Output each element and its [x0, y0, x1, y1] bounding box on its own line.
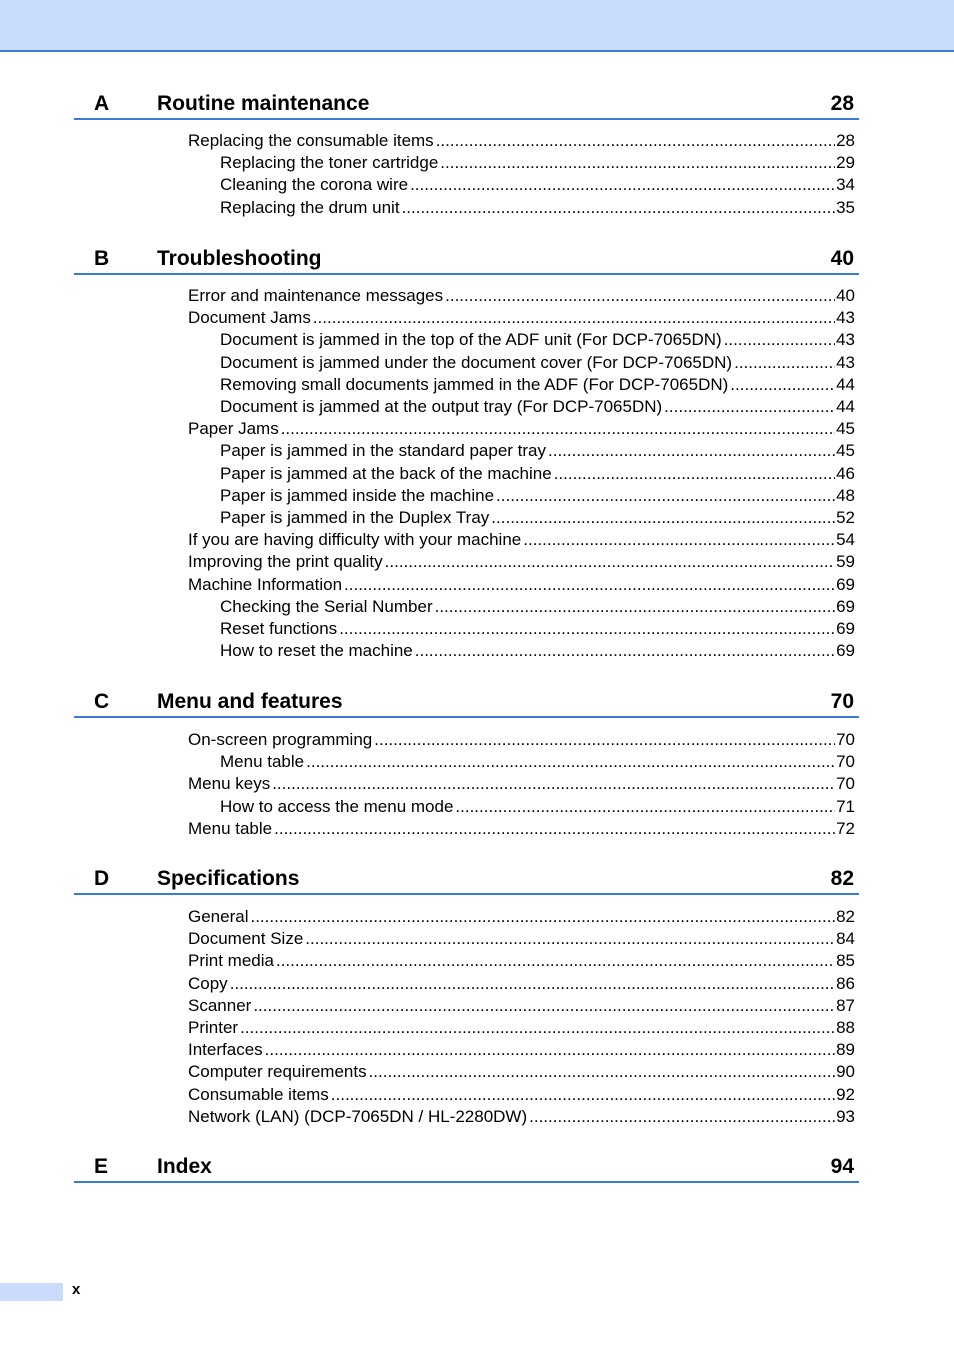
toc-entry[interactable] — [188, 950, 855, 972]
entry-title: Interfaces — [188, 1040, 263, 1059]
section-letter: E — [94, 1155, 109, 1178]
entry-page: 46 — [836, 464, 855, 483]
entry-title: If you are having difficulty with your machine — [188, 530, 522, 549]
entry-title: Network (LAN) (DCP-7065DN / HL-2280DW) — [188, 1107, 528, 1126]
dot-leader — [250, 906, 835, 928]
toc-entry[interactable] — [220, 485, 855, 507]
entry-title: Printer — [188, 1018, 239, 1037]
toc-entry[interactable] — [188, 928, 855, 950]
section-heading — [74, 90, 859, 120]
entry-page: 54 — [836, 530, 855, 549]
toc-entry[interactable] — [188, 285, 855, 307]
toc-entry[interactable] — [188, 307, 855, 329]
dot-leader — [240, 1017, 835, 1039]
entry-page: 89 — [836, 1040, 855, 1059]
entry-page: 71 — [836, 797, 855, 816]
entry-title: Menu keys — [188, 774, 271, 793]
entry-page: 29 — [836, 153, 855, 172]
toc-entry[interactable] — [220, 152, 855, 174]
section-letter: C — [94, 690, 110, 713]
dot-leader — [385, 551, 835, 573]
entry-title: Reset functions — [220, 619, 338, 638]
dot-leader — [435, 596, 835, 618]
toc-entry[interactable] — [220, 796, 855, 818]
toc-entry[interactable] — [188, 1061, 855, 1083]
dot-leader — [313, 307, 835, 329]
dot-leader — [724, 329, 835, 351]
toc-entry[interactable] — [220, 374, 855, 396]
entry-page: 45 — [836, 419, 855, 438]
toc-entry[interactable] — [188, 729, 855, 751]
dot-leader — [339, 618, 835, 640]
section-heading — [74, 865, 859, 895]
entry-title: Replacing the consumable items — [188, 131, 434, 150]
entry-page: 43 — [836, 353, 855, 372]
dot-leader — [274, 818, 835, 840]
section-page: 28 — [830, 92, 854, 115]
entry-page: 92 — [836, 1085, 855, 1104]
dot-leader — [664, 396, 835, 418]
toc-entry[interactable] — [188, 418, 855, 440]
entry-page: 35 — [836, 198, 855, 217]
dot-leader — [415, 640, 835, 662]
toc-entry[interactable] — [188, 1106, 855, 1128]
entry-title: Menu table — [188, 819, 273, 838]
dot-leader — [436, 130, 835, 152]
toc-entry[interactable] — [188, 973, 855, 995]
section-heading — [74, 1153, 859, 1183]
entry-title: Document is jammed at the output tray (For DCP-7065DN) — [220, 397, 663, 416]
entry-page: 69 — [836, 575, 855, 594]
section-page: 82 — [830, 867, 854, 890]
entry-page: 90 — [836, 1062, 855, 1081]
toc-entry[interactable] — [220, 618, 855, 640]
entry-title: Paper is jammed in the Duplex Tray — [220, 508, 490, 527]
toc-entry[interactable] — [220, 352, 855, 374]
footer-band — [0, 1283, 63, 1301]
entry-page: 28 — [836, 131, 855, 150]
entry-title: Cleaning the corona wire — [220, 175, 409, 194]
entry-page: 40 — [836, 286, 855, 305]
entry-title: Consumable items — [188, 1085, 329, 1104]
entry-title: Document Size — [188, 929, 304, 948]
section-page: 40 — [830, 247, 854, 270]
section-title: Troubleshooting — [157, 247, 322, 270]
dot-leader — [529, 1106, 835, 1128]
dot-leader — [496, 485, 835, 507]
toc-entry[interactable] — [220, 440, 855, 462]
page-number: x — [72, 1281, 81, 1298]
dot-leader — [265, 1039, 835, 1061]
section-heading — [74, 245, 859, 275]
toc-entry[interactable] — [188, 995, 855, 1017]
toc-entry[interactable] — [188, 906, 855, 928]
dot-leader — [440, 152, 835, 174]
dot-leader — [253, 995, 835, 1017]
toc-entry[interactable] — [188, 130, 855, 152]
section-letter: B — [94, 247, 110, 270]
entry-page: 48 — [836, 486, 855, 505]
entry-title: Paper Jams — [188, 419, 279, 438]
toc-entry[interactable] — [220, 329, 855, 351]
entry-title: Replacing the toner cartridge — [220, 153, 439, 172]
entry-page: 43 — [836, 330, 855, 349]
toc-entry[interactable] — [188, 529, 855, 551]
entry-title: Document is jammed under the document cover (For DCP-7065DN) — [220, 353, 733, 372]
toc-entry[interactable] — [188, 773, 855, 795]
entry-page: 52 — [836, 508, 855, 527]
entry-title: Computer requirements — [188, 1062, 367, 1081]
section-letter: D — [94, 867, 110, 890]
entry-page: 59 — [836, 552, 855, 571]
dot-leader — [554, 463, 835, 485]
entry-page: 87 — [836, 996, 855, 1015]
toc-entry[interactable] — [220, 640, 855, 662]
entry-title: Print media — [188, 951, 274, 970]
toc-entry[interactable] — [188, 818, 855, 840]
dot-leader — [491, 507, 835, 529]
toc-entry[interactable] — [220, 174, 855, 196]
entry-page: 44 — [836, 397, 855, 416]
dot-leader — [305, 928, 835, 950]
entry-title: How to access the menu mode — [220, 797, 454, 816]
entry-title: Copy — [188, 974, 228, 993]
entry-title: Scanner — [188, 996, 252, 1015]
dot-leader — [272, 773, 835, 795]
entry-title: Checking the Serial Number — [220, 597, 433, 616]
section-page: 94 — [830, 1155, 854, 1178]
entry-title: Paper is jammed in the standard paper tray — [220, 441, 547, 460]
entry-title: Document is jammed in the top of the ADF unit (For DCP-7065DN) — [220, 330, 722, 349]
entry-title: Error and maintenance messages — [188, 286, 444, 305]
dot-leader — [548, 440, 835, 462]
entry-title: How to reset the machine — [220, 641, 413, 660]
toc-entry[interactable] — [220, 507, 855, 529]
dot-leader — [445, 285, 835, 307]
dot-leader — [230, 973, 835, 995]
toc-entry[interactable] — [220, 463, 855, 485]
dot-leader — [734, 352, 835, 374]
entry-page: 84 — [836, 929, 855, 948]
dot-leader — [374, 729, 835, 751]
entry-title: Improving the print quality — [188, 552, 383, 571]
section-title: Specifications — [157, 867, 300, 890]
dot-leader — [306, 751, 835, 773]
toc-entry[interactable] — [188, 1084, 855, 1106]
dot-leader — [281, 418, 835, 440]
dot-leader — [331, 1084, 835, 1106]
toc-entry[interactable] — [220, 197, 855, 219]
entry-page: 93 — [836, 1107, 855, 1126]
entry-page: 43 — [836, 308, 855, 327]
entry-page: 69 — [836, 619, 855, 638]
entry-page: 69 — [836, 597, 855, 616]
entry-page: 70 — [836, 774, 855, 793]
entry-page: 88 — [836, 1018, 855, 1037]
entry-title: On-screen programming — [188, 730, 373, 749]
entry-title: Paper is jammed at the back of the machine — [220, 464, 552, 483]
section-title: Menu and features — [157, 690, 343, 713]
section-heading — [74, 688, 859, 718]
entry-page: 44 — [836, 375, 855, 394]
section-page: 70 — [830, 690, 854, 713]
toc-entry[interactable] — [220, 596, 855, 618]
entry-page: 72 — [836, 819, 855, 838]
section-letter: A — [94, 92, 110, 115]
entry-page: 45 — [836, 441, 855, 460]
entry-title: General — [188, 907, 249, 926]
toc-entry[interactable] — [188, 1017, 855, 1039]
dot-leader — [402, 197, 836, 219]
entry-title: Menu table — [220, 752, 305, 771]
dot-leader — [276, 950, 835, 972]
dot-leader — [730, 374, 835, 396]
toc-entry[interactable] — [188, 574, 855, 596]
entry-title: Document Jams — [188, 308, 311, 327]
entry-page: 70 — [836, 752, 855, 771]
entry-page: 82 — [836, 907, 855, 926]
entry-title: Machine Information — [188, 575, 343, 594]
entry-title: Paper is jammed inside the machine — [220, 486, 495, 505]
entry-page: 85 — [836, 951, 855, 970]
toc-entry[interactable] — [220, 751, 855, 773]
dot-leader — [344, 574, 835, 596]
entry-page: 34 — [836, 175, 855, 194]
dot-leader — [410, 174, 835, 196]
dot-leader — [455, 796, 835, 818]
toc-entry[interactable] — [220, 396, 855, 418]
entry-title: Replacing the drum unit — [220, 198, 400, 217]
entry-page: 86 — [836, 974, 855, 993]
entry-page: 69 — [836, 641, 855, 660]
dot-leader — [523, 529, 835, 551]
section-title: Index — [157, 1155, 212, 1178]
entry-title: Removing small documents jammed in the ADF (For DCP-7065DN) — [220, 375, 729, 394]
section-title: Routine maintenance — [157, 92, 370, 115]
toc-entry[interactable] — [188, 551, 855, 573]
toc-entry[interactable] — [188, 1039, 855, 1061]
dot-leader — [369, 1061, 836, 1083]
entry-page: 70 — [836, 730, 855, 749]
